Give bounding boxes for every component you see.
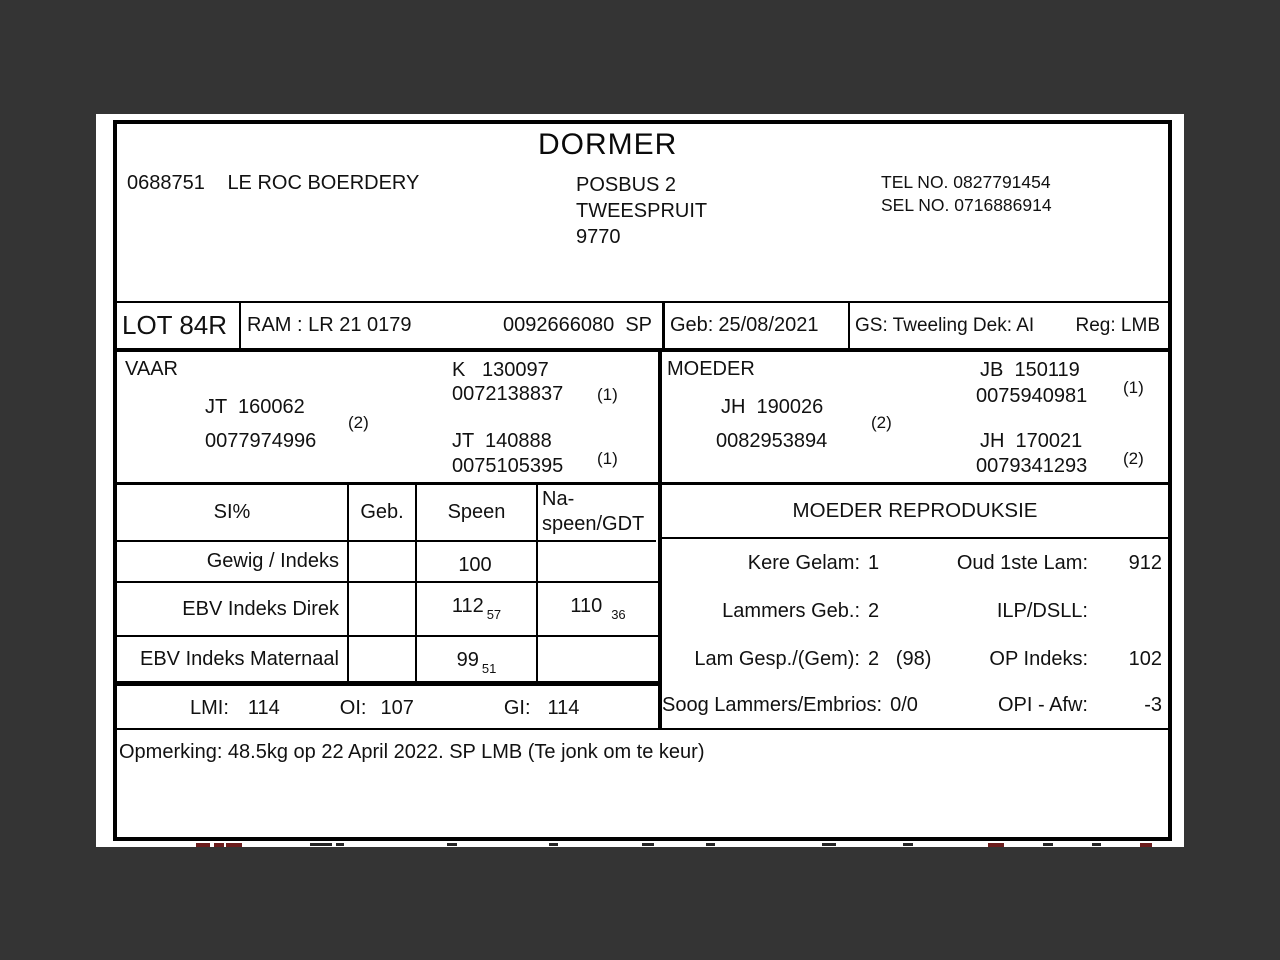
sel-number: SEL NO. 0716886914 bbox=[881, 195, 1052, 215]
repro-value: -3 bbox=[1144, 694, 1162, 717]
repro-value: 1 bbox=[868, 551, 880, 574]
card-frame bbox=[113, 120, 1172, 841]
si-row-naspeen bbox=[538, 637, 658, 681]
repro-label: Lammers Geb.: bbox=[722, 599, 860, 622]
repro-value: 0/0 bbox=[890, 694, 918, 717]
geb-value: 25/08/2021 bbox=[718, 314, 819, 336]
repro-row bbox=[662, 539, 1168, 587]
repro-value: 2 bbox=[868, 599, 880, 622]
repro-value: 912 bbox=[1128, 551, 1162, 574]
header-section bbox=[117, 124, 1168, 301]
si-row-naspeen bbox=[538, 542, 658, 583]
repro-label: Oud 1ste Lam: bbox=[956, 551, 1088, 574]
dam-note: (2) bbox=[871, 413, 892, 432]
gs-reg-cell bbox=[848, 303, 1168, 348]
si-row-speen: 99 51 bbox=[417, 637, 538, 681]
repro-value: 2 (98) bbox=[868, 648, 932, 670]
repro-label: ILP/DSLL: bbox=[996, 599, 1088, 622]
bottom-section bbox=[117, 482, 1168, 728]
si-row-geb bbox=[349, 583, 417, 637]
reproduction-panel bbox=[662, 485, 1168, 728]
ram-cell bbox=[239, 303, 662, 348]
oi-label: OI: bbox=[339, 697, 367, 719]
si-row-speen: 100 bbox=[417, 542, 538, 583]
repro-row bbox=[662, 684, 1168, 728]
repro-value: 102 bbox=[1128, 648, 1162, 670]
cutoff-text-fragments bbox=[96, 843, 1184, 847]
dam-gp-top-id: JB 150119 bbox=[980, 359, 1080, 381]
gs-dek-value: GS: Tweeling Dek: AI bbox=[855, 314, 1035, 336]
dam-gp-bottom-note: (2) bbox=[1123, 449, 1144, 468]
sire-gp-top-reg: 0072138837 bbox=[452, 383, 564, 405]
birthdate-cell bbox=[662, 303, 848, 348]
sire-reg: 0077974996 bbox=[205, 430, 317, 452]
si-row-naspeen: 110 36 bbox=[538, 583, 658, 637]
si-row-label: EBV Indeks Maternaal bbox=[117, 637, 349, 681]
breed-title: DORMER bbox=[538, 128, 678, 161]
repro-label: Soog Lammers/Embrios: bbox=[662, 694, 883, 717]
gi-label: GI: bbox=[503, 697, 531, 719]
dam-gp-top-reg: 0075940981 bbox=[976, 385, 1088, 407]
dam-gp-bottom-id: JH 170021 bbox=[980, 430, 1083, 452]
sire-gp-bottom-reg: 0075105395 bbox=[452, 455, 564, 477]
si-header-naspeen: Na-speen/GDT bbox=[538, 485, 656, 542]
index-summary-row bbox=[117, 686, 658, 731]
lot-number: LOT 84R bbox=[122, 310, 228, 340]
moeder-label: MOEDER bbox=[667, 358, 755, 380]
si-header-geb: Geb. bbox=[349, 485, 417, 542]
sire-panel bbox=[117, 352, 662, 482]
phone-block bbox=[881, 171, 1052, 217]
si-row-speen: 112 57 bbox=[417, 583, 538, 637]
sire-gp-bottom-id: JT 140888 bbox=[452, 430, 552, 452]
address-line-3: 9770 bbox=[576, 226, 621, 248]
farm-name: LE ROC BOERDERY bbox=[227, 172, 420, 194]
repro-label: OP Indeks: bbox=[989, 648, 1088, 670]
geb-label: Geb: bbox=[670, 314, 714, 336]
remark-row bbox=[117, 728, 1168, 838]
sire-note: (2) bbox=[348, 413, 369, 432]
lmi-value: 114 bbox=[247, 697, 280, 719]
dam-reg: 0082953894 bbox=[716, 430, 828, 452]
ram-id: RAM : LR 21 0179 bbox=[247, 314, 412, 336]
dam-panel bbox=[662, 352, 1168, 482]
ram-registration: 0092666080 SP bbox=[502, 314, 652, 336]
sire-gp-bottom-note: (1) bbox=[597, 449, 618, 468]
dam-id: JH 190026 bbox=[721, 396, 824, 418]
address-line-1: POSBUS 2 bbox=[576, 174, 677, 196]
reproduction-title: MOEDER REPRODUKSIE bbox=[662, 485, 1168, 539]
si-row-label: Gewig / Indeks bbox=[117, 542, 349, 583]
pedigree-section bbox=[117, 348, 1168, 482]
dam-gp-top-note: (1) bbox=[1123, 378, 1144, 397]
si-header-si: SI% bbox=[117, 485, 349, 542]
repro-label: OPI - Afw: bbox=[997, 694, 1088, 717]
reg-value: Reg: LMB bbox=[1075, 314, 1160, 336]
si-row-geb bbox=[349, 637, 417, 681]
dam-gp-bottom-reg: 0079341293 bbox=[976, 455, 1088, 477]
member-line bbox=[127, 172, 419, 195]
catalog-card bbox=[96, 114, 1184, 847]
oi-value: 107 bbox=[380, 697, 414, 719]
sire-id: JT 160062 bbox=[205, 396, 305, 418]
si-row-geb bbox=[349, 542, 417, 583]
vaar-label: VAAR bbox=[125, 358, 178, 380]
lot-row bbox=[117, 301, 1168, 348]
tel-number: TEL NO. 0827791454 bbox=[881, 172, 1051, 192]
si-table bbox=[117, 485, 658, 686]
lmi-label: LMI: bbox=[190, 697, 229, 719]
remark-text: Opmerking: 48.5kg op 22 April 2022. SP LMB (Te jonk om te keur) bbox=[119, 741, 705, 763]
repro-row bbox=[662, 635, 1168, 683]
sire-gp-top-id: K 130097 bbox=[452, 359, 549, 381]
sire-gp-top-note: (1) bbox=[597, 385, 618, 404]
repro-label: Lam Gesp./(Gem): bbox=[694, 648, 860, 670]
reproduction-rows bbox=[662, 539, 1168, 683]
si-row-label: EBV Indeks Direk bbox=[117, 583, 349, 637]
gi-value: 114 bbox=[547, 697, 580, 719]
repro-row bbox=[662, 587, 1168, 635]
si-panel bbox=[117, 485, 662, 728]
address-line-2: TWEESPRUIT bbox=[576, 200, 708, 222]
si-header-speen: Speen bbox=[417, 485, 538, 542]
address-block bbox=[576, 172, 707, 250]
repro-label: Kere Gelam: bbox=[747, 551, 860, 574]
member-number: 0688751 bbox=[127, 172, 205, 194]
